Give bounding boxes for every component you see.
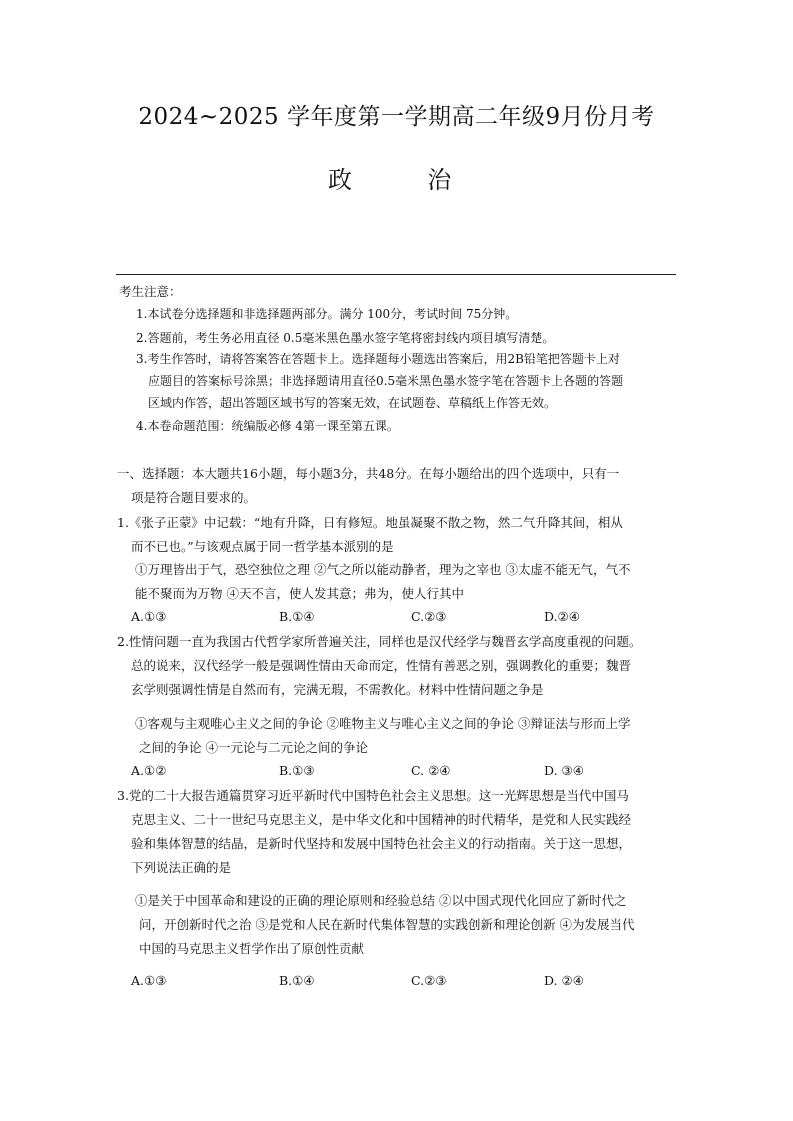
question-3-items: ①是关于中国革命和建设的正确的理论原则和经验总结 ②以中国式现代化回应了新时代之 xyxy=(135,893,627,908)
question-2-option-b[interactable]: B.①③ xyxy=(279,763,315,778)
question-2-option-d[interactable]: D. ③④ xyxy=(544,763,584,778)
question-3-items: 中国的马克思主义哲学作出了原创性贡献 xyxy=(139,941,365,956)
question-3-stem: 3.党的二十大报告通篇贯穿习近平新时代中国特色社会主义思想。这一光辉思想是当代中国马 xyxy=(117,788,629,803)
question-1-stem: 而不已也。”与该观点属于同一哲学基本派别的是 xyxy=(131,539,394,554)
header-divider xyxy=(116,274,676,275)
question-2-option-c[interactable]: C. ②④ xyxy=(411,763,451,778)
question-3-stem: 验和集体智慧的结晶，是新时代坚持和发展中国特色社会主义的行动指南。关于这一思想， xyxy=(131,836,632,851)
question-3-option-d[interactable]: D. ②④ xyxy=(544,973,584,988)
question-3-option-a[interactable]: A.①③ xyxy=(131,973,167,988)
question-3-stem: 下列说法正确的是 xyxy=(131,860,232,875)
question-1-option-d[interactable]: D.②④ xyxy=(544,609,580,624)
section-instructions: 一、选择题：本大题共16小题，每小题3分，共48分。在每小题给出的四个选项中，只有一 xyxy=(117,466,620,481)
notice-item: 区域内作答，超出答题区域书写的答案无效，在试题卷、草稿纸上作答无效。 xyxy=(148,396,557,410)
question-3-stem: 克思主义、二十一世纪马克思主义，是中华文化和中国精神的时代精华，是党和人民实践经 xyxy=(131,812,632,827)
notice-heading: 考生注意： xyxy=(119,284,182,299)
question-2-items: 之间的争论 ④一元论与二元论之间的争论 xyxy=(139,740,368,755)
question-3-option-b[interactable]: B.①④ xyxy=(279,973,315,988)
notice-item: 4.本卷命题范围：统编版必修 4第一课至第五课。 xyxy=(136,419,399,433)
notice-item: 1.本试卷分选择题和非选择题两部分。满分 100分，考试时间 75分钟。 xyxy=(136,307,518,321)
question-1-items: ①万理皆出于气，恐空独位之理 ②气之所以能动静者，理为之宰也 ③太虚不能无气，气不 xyxy=(135,562,631,577)
notice-item: 2.答题前，考生务必用直径 0.5毫米黑色墨水签字笔将密封线内项目填写清楚。 xyxy=(136,331,555,345)
question-3-option-c[interactable]: C.②③ xyxy=(411,973,447,988)
subject-title xyxy=(328,160,451,195)
notice-item: 应题目的答案标号涂黑；非选择题请用直径0.5毫米黑色墨水签字笔在答题卡上各题的答题 xyxy=(148,374,624,388)
subject-char-1: 政 xyxy=(328,166,352,194)
exam-title: 2024~2025 学年度第一学期高二年级9月份月考 xyxy=(138,104,655,130)
question-1-option-a[interactable]: A.①③ xyxy=(131,609,167,624)
section-instructions: 项是符合题目要求的。 xyxy=(131,490,257,505)
subject-char-2: 治 xyxy=(427,166,452,194)
question-2-stem: 玄学则强调性情是自然而有，完满无瑕，不需教化。材料中性情问题之争是 xyxy=(131,682,544,697)
question-2-stem: 2.性情问题一直为我国古代哲学家所普遍关注，同样也是汉代经学与魏晋玄学高度重视的问题。 xyxy=(117,634,642,649)
question-1-items: 能不聚而为万物 ④天不言，使人发其意；弗为，使人行其中 xyxy=(135,586,464,601)
question-2-items: ①客观与主观唯心主义之间的争论 ②唯物主义与唯心主义之间的争论 ③辩证法与形而上学 xyxy=(135,716,631,731)
question-1-stem: 1.《张子正蒙》中记载：“地有升降，日有修短。地虽凝聚不散之物，然二气升降其间，相从 xyxy=(117,515,623,530)
question-1-option-c[interactable]: C.②③ xyxy=(411,609,447,624)
question-3-items: 问，开创新时代之治 ③是党和人民在新时代集体智慧的实践创新和理论创新 ④为发展当代 xyxy=(139,917,635,932)
question-1-option-b[interactable]: B.①④ xyxy=(279,609,315,624)
notice-item: 3.考生作答时，请将答案答在答题卡上。选择题每小题选出答案后，用2B铅笔把答题卡上对 xyxy=(136,352,620,366)
question-2-stem: 总的说来，汉代经学一般是强调性情由天命而定，性情有善恶之别，强调教化的重要；魏晋 xyxy=(131,658,632,673)
question-2-option-a[interactable]: A.①② xyxy=(131,763,167,778)
